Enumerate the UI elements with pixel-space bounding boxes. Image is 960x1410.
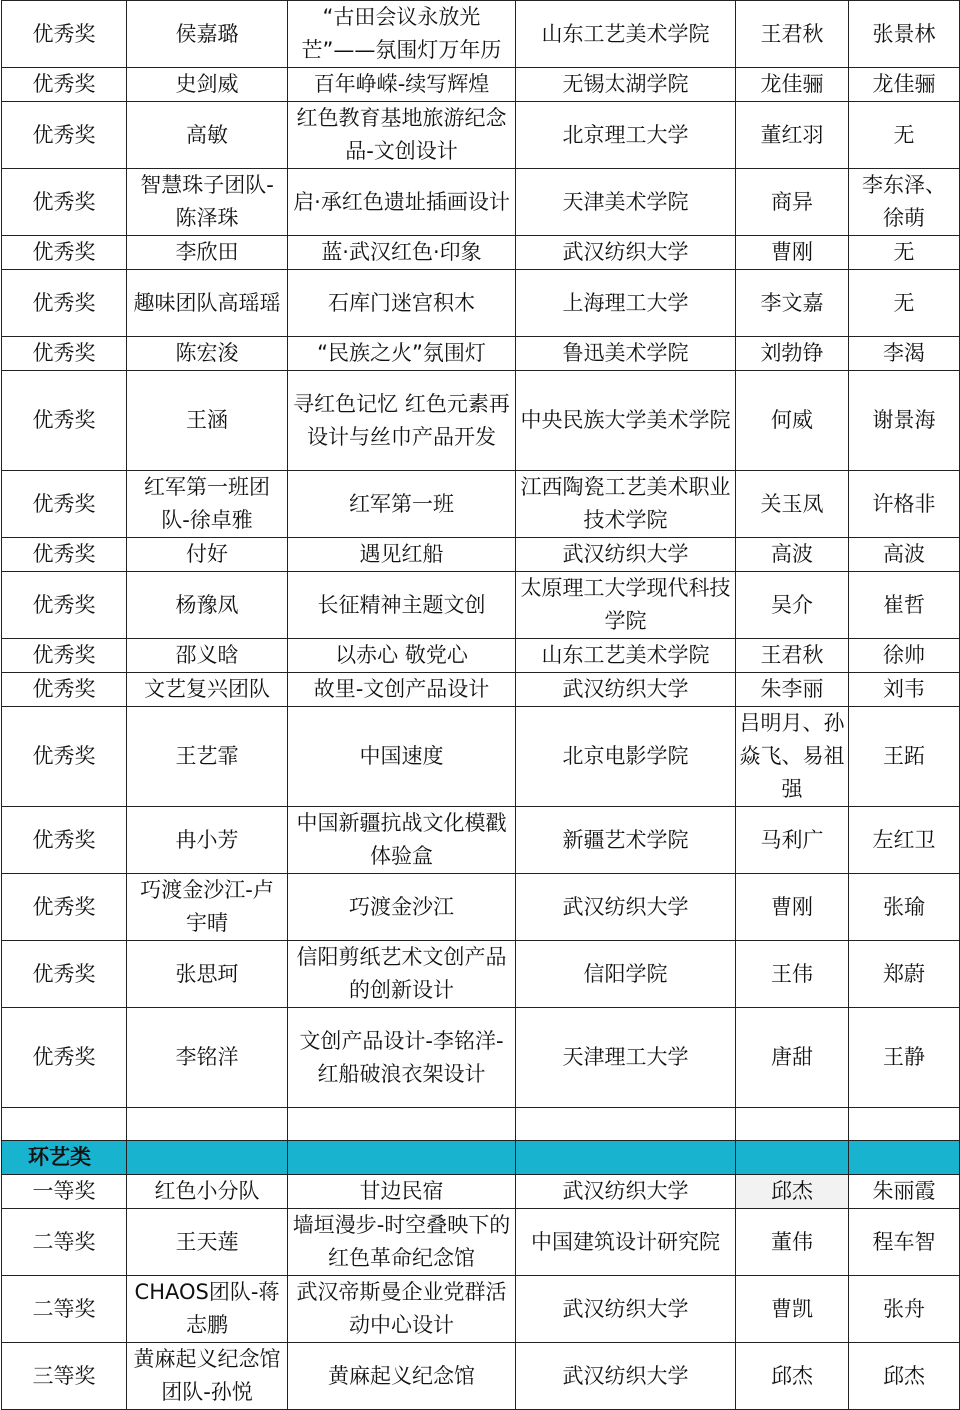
table-row: [2, 68, 960, 102]
advisor2-cell: 无: [849, 270, 960, 337]
author-cell: 王天莲: [127, 1209, 288, 1276]
school-cell: 北京电影学院: [516, 707, 736, 807]
advisor-cell: 唐甜: [736, 1008, 849, 1108]
award-cell: 优秀奖: [2, 68, 127, 102]
table-row: [2, 874, 960, 941]
work-title-cell: [288, 1141, 516, 1175]
advisor-cell: 王君秋: [736, 639, 849, 673]
author-cell: 冉小芳: [127, 807, 288, 874]
author-cell: 高敏: [127, 102, 288, 169]
advisor-cell: [736, 1108, 849, 1141]
author-cell: 文艺复兴团队: [127, 673, 288, 707]
work-title-cell: 寻红色记忆 红色元素再设计与丝巾产品开发: [288, 371, 516, 471]
work-title-cell: 黄麻起义纪念馆: [288, 1343, 516, 1410]
advisor-cell: 吕明月、孙焱飞、易祖强: [736, 707, 849, 807]
school-cell: 无锡太湖学院: [516, 68, 736, 102]
author-cell: 侯嘉璐: [127, 1, 288, 68]
award-cell: 优秀奖: [2, 874, 127, 941]
table-row: [2, 1209, 960, 1276]
award-cell: 优秀奖: [2, 639, 127, 673]
award-cell: 优秀奖: [2, 236, 127, 270]
table-row: [2, 270, 960, 337]
author-cell: 黄麻起义纪念馆团队-孙悦: [127, 1343, 288, 1410]
table-row: [2, 1343, 960, 1410]
author-cell: 李欣田: [127, 236, 288, 270]
advisor-cell: [736, 1141, 849, 1175]
table-row: [2, 102, 960, 169]
advisor2-cell: [849, 1108, 960, 1141]
advisor2-cell: 许格非: [849, 471, 960, 538]
advisor-cell: 关玉凤: [736, 471, 849, 538]
award-cell: 优秀奖: [2, 572, 127, 639]
advisor-cell: 董伟: [736, 1209, 849, 1276]
work-title-cell: 石库门迷宫积木: [288, 270, 516, 337]
author-cell: 李铭洋: [127, 1008, 288, 1108]
author-cell: 陈宏浚: [127, 337, 288, 371]
author-cell: [127, 1108, 288, 1141]
section-title: 环艺类: [2, 1141, 127, 1175]
work-title-cell: “民族之火”氛围灯: [288, 337, 516, 371]
award-cell: 优秀奖: [2, 102, 127, 169]
school-cell: 武汉纺织大学: [516, 1343, 736, 1410]
author-cell: CHAOS团队-蒋志鹏: [127, 1276, 288, 1343]
author-cell: 邵义晗: [127, 639, 288, 673]
award-cell: [2, 1108, 127, 1141]
award-cell: 三等奖: [2, 1343, 127, 1410]
work-title-cell: 巧渡金沙江: [288, 874, 516, 941]
award-cell: 优秀奖: [2, 1, 127, 68]
advisor-cell: 何威: [736, 371, 849, 471]
awards-table: [1, 0, 960, 1410]
advisor2-cell: 高波: [849, 538, 960, 572]
table-row: [2, 1276, 960, 1343]
award-cell: 一等奖: [2, 1175, 127, 1209]
school-cell: 鲁迅美术学院: [516, 337, 736, 371]
award-cell: 优秀奖: [2, 270, 127, 337]
advisor2-cell: 张瑜: [849, 874, 960, 941]
advisor2-cell: 邱杰: [849, 1343, 960, 1410]
school-cell: 武汉纺织大学: [516, 874, 736, 941]
advisor2-cell: 无: [849, 102, 960, 169]
advisor2-cell: 无: [849, 236, 960, 270]
advisor-cell: 李文嘉: [736, 270, 849, 337]
advisor-cell: 邱杰: [736, 1175, 849, 1209]
award-cell: 优秀奖: [2, 538, 127, 572]
work-title-cell: [288, 1108, 516, 1141]
advisor-cell: 龙佳骊: [736, 68, 849, 102]
school-cell: 上海理工大学: [516, 270, 736, 337]
advisor-cell: 朱李丽: [736, 673, 849, 707]
work-title-cell: 武汉帝斯曼企业党群活动中心设计: [288, 1276, 516, 1343]
advisor-cell: 王君秋: [736, 1, 849, 68]
school-cell: 江西陶瓷工艺美术职业技术学院: [516, 471, 736, 538]
award-cell: 优秀奖: [2, 807, 127, 874]
school-cell: 武汉纺织大学: [516, 1175, 736, 1209]
school-cell: 太原理工大学现代科技学院: [516, 572, 736, 639]
table-row: [2, 572, 960, 639]
table-row: [2, 1175, 960, 1209]
table-row: [2, 471, 960, 538]
work-title-cell: 百年峥嵘-续写辉煌: [288, 68, 516, 102]
advisor2-cell: 刘韦: [849, 673, 960, 707]
work-title-cell: 文创产品设计-李铭洋-红船破浪衣架设计: [288, 1008, 516, 1108]
school-cell: 武汉纺织大学: [516, 1276, 736, 1343]
table-row: [2, 337, 960, 371]
award-cell: 二等奖: [2, 1209, 127, 1276]
advisor2-cell: [849, 1141, 960, 1175]
author-cell: 付好: [127, 538, 288, 572]
table-row: [2, 538, 960, 572]
award-cell: 二等奖: [2, 1276, 127, 1343]
work-title-cell: 信阳剪纸艺术文创产品的创新设计: [288, 941, 516, 1008]
school-cell: 山东工艺美术学院: [516, 1, 736, 68]
author-cell: 智慧珠子团队-陈泽珠: [127, 169, 288, 236]
work-title-cell: 墙垣漫步-时空叠映下的红色革命纪念馆: [288, 1209, 516, 1276]
school-cell: 武汉纺织大学: [516, 236, 736, 270]
advisor-cell: 董红羽: [736, 102, 849, 169]
school-cell: 天津美术学院: [516, 169, 736, 236]
school-cell: 新疆艺术学院: [516, 807, 736, 874]
advisor-cell: 高波: [736, 538, 849, 572]
award-cell: 优秀奖: [2, 169, 127, 236]
work-title-cell: 蓝·武汉红色·印象: [288, 236, 516, 270]
author-cell: 巧渡金沙江-卢宇晴: [127, 874, 288, 941]
work-title-cell: 中国速度: [288, 707, 516, 807]
advisor2-cell: 张景林: [849, 1, 960, 68]
table-row: [2, 941, 960, 1008]
author-cell: 王涵: [127, 371, 288, 471]
school-cell: 中央民族大学美术学院: [516, 371, 736, 471]
school-cell: 武汉纺织大学: [516, 538, 736, 572]
author-cell: 杨豫凤: [127, 572, 288, 639]
award-cell: 优秀奖: [2, 707, 127, 807]
advisor-cell: 商异: [736, 169, 849, 236]
table-row: [2, 807, 960, 874]
work-title-cell: 甘边民宿: [288, 1175, 516, 1209]
table-row: [2, 236, 960, 270]
advisor2-cell: 程车智: [849, 1209, 960, 1276]
advisor2-cell: 李东泽、徐萌: [849, 169, 960, 236]
advisor-cell: 曹凯: [736, 1276, 849, 1343]
school-cell: 信阳学院: [516, 941, 736, 1008]
advisor-cell: 曹刚: [736, 874, 849, 941]
advisor-cell: 刘勃铮: [736, 337, 849, 371]
advisor-cell: 曹刚: [736, 236, 849, 270]
table-row: [2, 371, 960, 471]
school-cell: [516, 1108, 736, 1141]
work-title-cell: 启·承红色遗址插画设计: [288, 169, 516, 236]
author-cell: 王艺霏: [127, 707, 288, 807]
section-header-row: [2, 1141, 960, 1175]
advisor2-cell: 徐帅: [849, 639, 960, 673]
table-row: [2, 673, 960, 707]
advisor-cell: 吴介: [736, 572, 849, 639]
advisor2-cell: 龙佳骊: [849, 68, 960, 102]
author-cell: 史剑威: [127, 68, 288, 102]
school-cell: [516, 1141, 736, 1175]
award-cell: 优秀奖: [2, 941, 127, 1008]
author-cell: [127, 1141, 288, 1175]
table-row: [2, 707, 960, 807]
author-cell: 红色小分队: [127, 1175, 288, 1209]
award-cell: 优秀奖: [2, 471, 127, 538]
author-cell: 张思珂: [127, 941, 288, 1008]
award-cell: 优秀奖: [2, 337, 127, 371]
award-cell: 优秀奖: [2, 371, 127, 471]
work-title-cell: 中国新疆抗战文化模戳体验盒: [288, 807, 516, 874]
table-row: [2, 1, 960, 68]
advisor2-cell: 崔哲: [849, 572, 960, 639]
blank-row: [2, 1108, 960, 1141]
school-cell: 武汉纺织大学: [516, 673, 736, 707]
work-title-cell: 遇见红船: [288, 538, 516, 572]
advisor2-cell: 朱丽霞: [849, 1175, 960, 1209]
table-row: [2, 639, 960, 673]
advisor2-cell: 谢景海: [849, 371, 960, 471]
advisor2-cell: 王跖: [849, 707, 960, 807]
school-cell: 北京理工大学: [516, 102, 736, 169]
advisor2-cell: 左红卫: [849, 807, 960, 874]
school-cell: 天津理工大学: [516, 1008, 736, 1108]
advisor-cell: 王伟: [736, 941, 849, 1008]
advisor2-cell: 郑蔚: [849, 941, 960, 1008]
advisor-cell: 邱杰: [736, 1343, 849, 1410]
advisor2-cell: 张舟: [849, 1276, 960, 1343]
author-cell: 趣味团队高瑶瑶: [127, 270, 288, 337]
work-title-cell: 以赤心 敬党心: [288, 639, 516, 673]
author-cell: 红军第一班团队-徐卓雅: [127, 471, 288, 538]
award-cell: 优秀奖: [2, 673, 127, 707]
table-row: [2, 169, 960, 236]
award-cell: 优秀奖: [2, 1008, 127, 1108]
work-title-cell: 长征精神主题文创: [288, 572, 516, 639]
work-title-cell: “古田会议永放光芒”——氛围灯万年历: [288, 1, 516, 68]
advisor-cell: 马利广: [736, 807, 849, 874]
table-row: [2, 1008, 960, 1108]
advisor2-cell: 李渴: [849, 337, 960, 371]
school-cell: 中国建筑设计研究院: [516, 1209, 736, 1276]
advisor2-cell: 王静: [849, 1008, 960, 1108]
school-cell: 山东工艺美术学院: [516, 639, 736, 673]
work-title-cell: 红军第一班: [288, 471, 516, 538]
work-title-cell: 红色教育基地旅游纪念品-文创设计: [288, 102, 516, 169]
work-title-cell: 故里-文创产品设计: [288, 673, 516, 707]
